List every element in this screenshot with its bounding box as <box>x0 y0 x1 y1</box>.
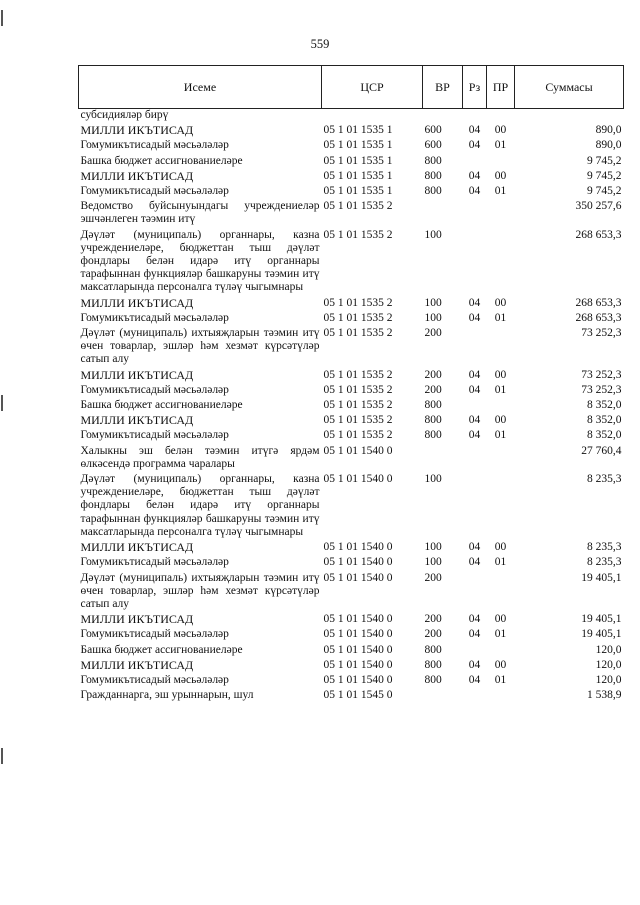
row-rz: 04 <box>468 414 481 427</box>
row-rz: 04 <box>468 556 481 569</box>
scan-edge-mark <box>1 395 3 411</box>
row-name: Гомумикътисадый мәсьәләләр <box>80 556 229 569</box>
row-vr: 600 <box>424 124 442 137</box>
row-rz: 04 <box>468 673 481 686</box>
table-row <box>79 471 624 539</box>
row-name: Дәүләт (муниципаль) органнары, казна учреждениеләре, бюджеттан тыш дәүләт фондлары белән идарә итү органнары тарафыннан функцияләр башкаруны тәэмин итү максатларында персоналга түләү чыгымнары <box>80 473 320 538</box>
row-vr <box>423 687 463 702</box>
row-vr <box>423 198 463 226</box>
row-rz: 04 <box>468 139 481 152</box>
row-pr: 00 <box>494 368 507 381</box>
row-sum: 890,0 <box>595 124 622 137</box>
row-csr-code: 05 1 01 1540 0 <box>323 628 393 641</box>
row-sum: 8 352,0 <box>587 414 622 427</box>
row-pr <box>487 397 515 412</box>
table-row <box>79 295 624 310</box>
row-sum: 120,0 <box>595 658 622 671</box>
row-pr: 00 <box>494 613 507 626</box>
row-name: МИЛЛИ ИКЪТИСАД <box>80 612 194 627</box>
row-pr <box>487 153 515 168</box>
row-sum: 73 252,3 <box>581 368 622 381</box>
row-rz: 04 <box>468 541 481 554</box>
row-name: МИЛЛИ ИКЪТИСАД <box>80 295 194 310</box>
row-csr-code: 05 1 01 1535 1 <box>323 154 393 167</box>
row-pr: 00 <box>494 124 507 137</box>
row-vr: 200 <box>424 383 442 396</box>
row-pr <box>487 325 515 367</box>
row-name: Гомумикътисадый мәсьәләләр <box>80 383 229 396</box>
row-sum: 268 653,3 <box>575 228 622 241</box>
row-vr: 800 <box>424 429 442 442</box>
row-name: Гомумикътисадый мәсьәләләр <box>80 185 229 198</box>
row-pr: 01 <box>494 139 507 152</box>
column-header-rz: Рз <box>463 66 487 109</box>
row-name: Башка бюджет ассигнованиеләре <box>80 399 243 412</box>
table-row <box>79 227 624 295</box>
table-row <box>79 168 624 183</box>
row-pr <box>487 687 515 702</box>
column-header-sum: Суммасы <box>515 66 624 109</box>
column-header-pr: ПР <box>487 66 515 109</box>
row-csr-code: 05 1 01 1535 1 <box>323 185 393 198</box>
row-vr <box>423 443 463 471</box>
row-sum: 350 257,6 <box>575 200 622 213</box>
row-csr-code: 05 1 01 1535 2 <box>323 327 393 340</box>
column-header-csr: ЦСР <box>322 66 423 109</box>
table-row <box>79 687 624 702</box>
row-pr <box>487 198 515 226</box>
row-rz <box>463 687 487 702</box>
table-row <box>79 367 624 382</box>
row-vr: 800 <box>424 399 442 412</box>
row-pr: 00 <box>494 169 507 182</box>
row-vr: 800 <box>424 658 442 671</box>
row-pr: 00 <box>494 658 507 671</box>
row-name: Гражданнарга, эш урыннарын, шул <box>80 689 254 702</box>
row-csr-code: 05 1 01 1535 2 <box>323 429 393 442</box>
continuation-text: субсидияләр бирү <box>80 109 169 121</box>
table-header-row <box>79 66 624 109</box>
row-sum: 8 235,3 <box>587 473 622 486</box>
row-vr: 800 <box>424 414 442 427</box>
table-row <box>79 137 624 152</box>
row-sum: 19 405,1 <box>581 571 622 584</box>
table-row <box>79 122 624 137</box>
row-vr: 800 <box>424 673 442 686</box>
budget-table <box>78 65 624 702</box>
row-rz: 04 <box>468 296 481 309</box>
row-csr-code: 05 1 01 1540 0 <box>323 556 393 569</box>
row-csr-code: 05 1 01 1535 2 <box>323 228 393 241</box>
row-csr-code: 05 1 01 1535 2 <box>323 414 393 427</box>
row-csr-code: 05 1 01 1535 1 <box>323 169 393 182</box>
row-vr: 800 <box>424 643 442 656</box>
row-name: Гомумикътисадый мәсьәләләр <box>80 673 229 686</box>
row-rz: 04 <box>468 383 481 396</box>
table-row <box>79 412 624 427</box>
row-rz <box>463 325 487 367</box>
table-row <box>79 183 624 198</box>
row-sum: 9 745,2 <box>587 169 622 182</box>
row-name: МИЛЛИ ИКЪТИСАД <box>80 367 194 382</box>
row-name: Башка бюджет ассигнованиеләре <box>80 643 243 656</box>
row-pr <box>487 570 515 612</box>
row-name: МИЛЛИ ИКЪТИСАД <box>80 540 194 555</box>
continuation-row <box>79 109 624 123</box>
row-sum: 27 760,4 <box>581 444 622 457</box>
row-vr: 800 <box>424 185 442 198</box>
table-row <box>79 325 624 367</box>
row-csr-code: 05 1 01 1535 2 <box>323 368 393 381</box>
row-sum: 73 252,3 <box>581 327 622 340</box>
row-csr-code: 05 1 01 1535 1 <box>323 139 393 152</box>
row-name: Гомумикътисадый мәсьәләләр <box>80 429 229 442</box>
row-pr: 01 <box>494 311 507 324</box>
row-name: Ведомство буйсынуындагы учреждениеләр эшчәнлеген тәэмин итү <box>80 200 320 226</box>
table-row <box>79 642 624 657</box>
row-vr: 200 <box>424 327 442 340</box>
row-pr: 01 <box>494 185 507 198</box>
row-sum: 8 235,3 <box>587 556 622 569</box>
row-vr: 100 <box>424 541 442 554</box>
row-rz: 04 <box>468 429 481 442</box>
row-csr-code: 05 1 01 1535 2 <box>323 399 393 412</box>
row-rz: 04 <box>468 124 481 137</box>
row-csr-code: 05 1 01 1545 0 <box>323 689 393 702</box>
row-vr: 200 <box>424 368 442 381</box>
table-row <box>79 554 624 569</box>
row-vr: 100 <box>424 228 442 241</box>
row-rz: 04 <box>468 613 481 626</box>
table-row <box>79 570 624 612</box>
table-row <box>79 539 624 554</box>
row-pr: 00 <box>494 296 507 309</box>
column-header-vr: ВР <box>423 66 463 109</box>
row-sum: 890,0 <box>595 139 622 152</box>
row-vr: 100 <box>424 296 442 309</box>
row-rz: 04 <box>468 169 481 182</box>
row-rz <box>463 443 487 471</box>
row-name: Дәүләт (муниципаль) органнары, казна учреждениеләре, бюджеттан тыш дәүләт фондлары белән идарә итү органнары тарафыннан функцияләр башкаруны тәэмин итү максатларында персоналга түләү чыгымнары <box>80 228 320 294</box>
row-rz: 04 <box>468 658 481 671</box>
scan-edge-mark <box>1 10 3 26</box>
row-pr: 01 <box>494 673 507 686</box>
row-rz <box>463 227 487 295</box>
row-pr: 01 <box>494 383 507 396</box>
row-name: Дәүләт (муниципаль) ихтыяҗларын тәэмин итү өчен товарлар, эшләр һәм хезмәт күрсәтүләр сатып алу <box>80 327 320 366</box>
row-pr <box>487 227 515 295</box>
row-name: Дәүләт (муниципаль) ихтыяҗларын тәэмин итү өчен товарлар, эшләр һәм хезмәт күрсәтүләр сатып алу <box>80 571 320 610</box>
row-pr: 01 <box>494 429 507 442</box>
row-rz <box>463 198 487 226</box>
row-vr: 100 <box>424 473 442 486</box>
row-csr-code: 05 1 01 1540 0 <box>323 673 393 686</box>
table-row <box>79 397 624 412</box>
row-csr-code: 05 1 01 1540 0 <box>323 541 393 554</box>
table-row <box>79 626 624 641</box>
row-name: МИЛЛИ ИКЪТИСАД <box>80 413 194 428</box>
row-sum: 8 235,3 <box>587 541 622 554</box>
row-pr <box>487 471 515 539</box>
row-name: Гомумикътисадый мәсьәләләр <box>80 139 229 152</box>
row-name: Гомумикътисадый мәсьәләләр <box>80 311 229 324</box>
row-vr: 100 <box>424 556 442 569</box>
table-row <box>79 382 624 397</box>
row-csr-code: 05 1 01 1535 1 <box>323 124 393 137</box>
row-name: Халыкны эш белән тәэмин итүгә ярдәм өлкәсендә программа чаралары <box>80 444 320 470</box>
table-row <box>79 153 624 168</box>
row-pr: 01 <box>494 556 507 569</box>
row-sum: 9 745,2 <box>587 185 622 198</box>
page-number: 559 <box>310 37 330 51</box>
row-csr-code: 05 1 01 1540 0 <box>323 613 393 626</box>
row-csr-code: 05 1 01 1540 0 <box>323 658 393 671</box>
row-pr: 00 <box>494 541 507 554</box>
row-sum: 120,0 <box>595 643 622 656</box>
row-csr-code: 05 1 01 1540 0 <box>323 643 393 656</box>
row-vr: 200 <box>424 613 442 626</box>
row-sum: 8 352,0 <box>587 399 622 412</box>
row-pr <box>487 443 515 471</box>
table-row <box>79 310 624 325</box>
row-rz: 04 <box>468 311 481 324</box>
row-vr: 600 <box>424 139 442 152</box>
row-pr: 01 <box>494 628 507 641</box>
row-sum: 9 745,2 <box>587 154 622 167</box>
row-rz <box>463 397 487 412</box>
row-sum: 268 653,3 <box>575 311 622 324</box>
row-sum: 120,0 <box>595 673 622 686</box>
row-name: МИЛЛИ ИКЪТИСАД <box>80 168 194 183</box>
row-rz <box>463 471 487 539</box>
row-sum: 1 538,9 <box>587 689 622 702</box>
row-name: МИЛЛИ ИКЪТИСАД <box>80 657 194 672</box>
row-csr-code: 05 1 01 1540 0 <box>323 571 393 584</box>
table-row <box>79 427 624 442</box>
row-vr: 200 <box>424 571 442 584</box>
row-csr-code: 05 1 01 1535 2 <box>323 311 393 324</box>
row-sum: 19 405,1 <box>581 613 622 626</box>
row-name: МИЛЛИ ИКЪТИСАД <box>80 123 194 138</box>
row-vr: 800 <box>424 154 442 167</box>
table-row <box>79 672 624 687</box>
table-row <box>79 657 624 672</box>
row-csr-code: 05 1 01 1535 2 <box>323 200 393 213</box>
row-csr-code: 05 1 01 1540 0 <box>323 473 393 486</box>
row-rz: 04 <box>468 628 481 641</box>
row-sum: 73 252,3 <box>581 383 622 396</box>
row-vr: 100 <box>424 311 442 324</box>
row-csr-code: 05 1 01 1535 2 <box>323 383 393 396</box>
row-sum: 8 352,0 <box>587 429 622 442</box>
row-pr: 00 <box>494 414 507 427</box>
table-row <box>79 443 624 471</box>
row-sum: 19 405,1 <box>581 628 622 641</box>
column-header-name: Исеме <box>79 66 322 109</box>
row-vr: 200 <box>424 628 442 641</box>
row-rz: 04 <box>468 185 481 198</box>
row-rz <box>463 642 487 657</box>
table-row <box>79 611 624 626</box>
row-csr-code: 05 1 01 1540 0 <box>323 444 393 457</box>
row-name: Гомумикътисадый мәсьәләләр <box>80 628 229 641</box>
row-rz <box>463 570 487 612</box>
scan-edge-mark <box>1 748 3 764</box>
row-vr: 800 <box>424 169 442 182</box>
row-csr-code: 05 1 01 1535 2 <box>323 296 393 309</box>
row-rz <box>463 153 487 168</box>
row-sum: 268 653,3 <box>575 296 622 309</box>
row-pr <box>487 642 515 657</box>
row-name: Башка бюджет ассигнованиеләре <box>80 154 243 167</box>
row-rz: 04 <box>468 368 481 381</box>
table-row <box>79 198 624 226</box>
